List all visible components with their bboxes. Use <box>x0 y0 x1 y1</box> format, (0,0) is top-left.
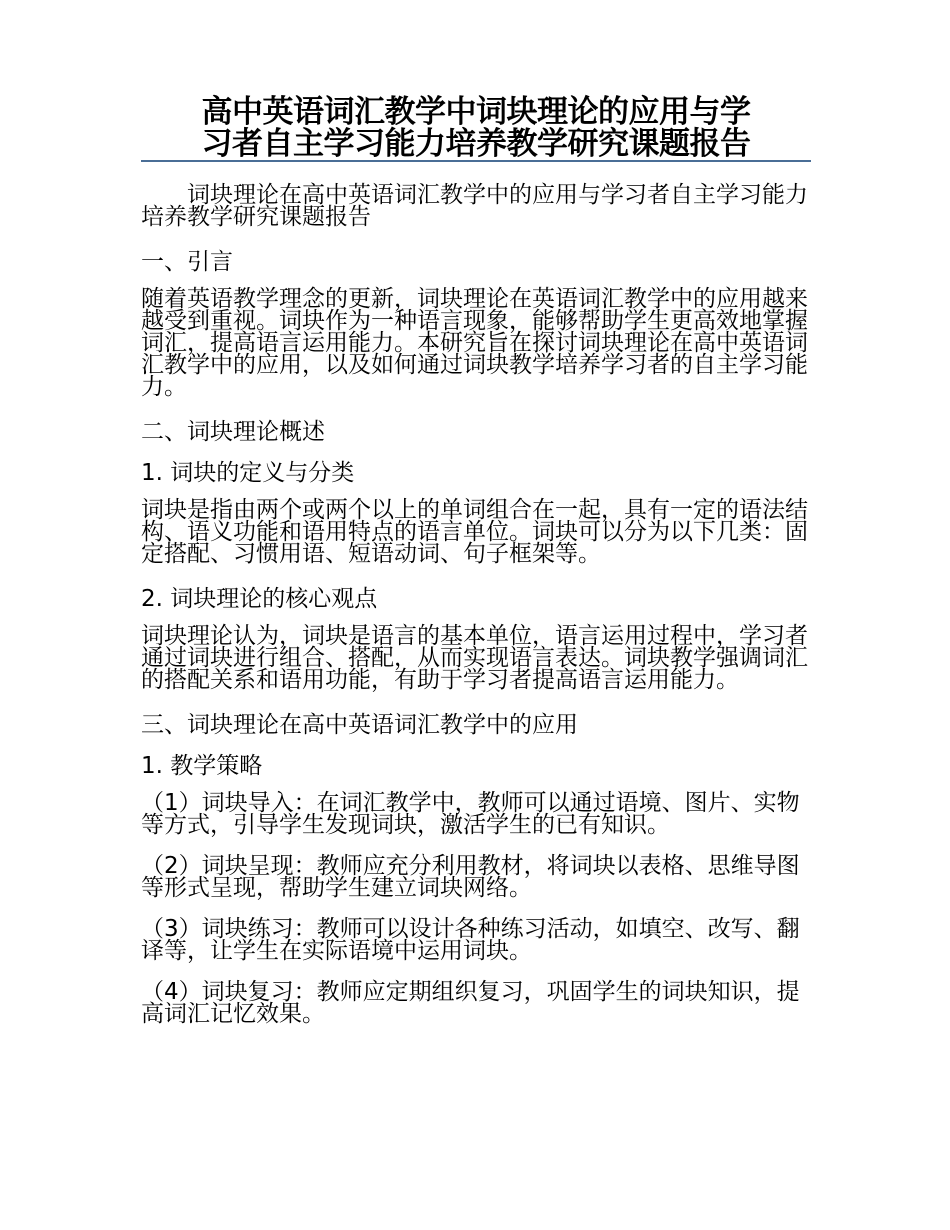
section-1-heading: 一、引言 <box>141 249 233 275</box>
strategy-item-1: （1）词块导入：在词汇教学中，教师可以通过语境、图片、实物等方式，引导学生发现词块，激活学生的已有知识。 <box>141 790 800 838</box>
title-line-1: 高中英语词汇教学中词块理论的应用与学 <box>201 94 751 130</box>
title-line-2: 习者自主学习能力培养教学研究课题报告 <box>201 126 751 162</box>
strategy-item-2: （2）词块呈现：教师应充分利用教材，将词块以表格、思维导图等形式呈现，帮助学生建立词块网络。 <box>141 853 800 901</box>
intro-paragraph: 词块理论在高中英语词汇教学中的应用与学习者自主学习能力培养教学研究课题报告 <box>141 182 808 230</box>
strategy-item-4: （4）词块复习：教师应定期组织复习，巩固学生的词块知识，提高词汇记忆效果。 <box>141 979 800 1027</box>
section-2-heading: 二、词块理论概述 <box>141 419 325 445</box>
section-3-heading: 三、词块理论在高中英语词汇教学中的应用 <box>141 712 578 738</box>
section-2-sub-2-body: 词块理论认为，词块是语言的基本单位，语言运用过程中，学习者通过词块进行组合、搭配，从而实现语言表达。词块教学强调词汇的搭配关系和语用功能，有助于学习者提高语言运用能力。 <box>141 623 808 693</box>
strategy-item-3: （3）词块练习：教师可以设计各种练习活动，如填空、改写、翻译等，让学生在实际语境中运用词块。 <box>141 916 800 964</box>
section-2-sub-1-heading: 1. 词块的定义与分类 <box>141 460 355 486</box>
section-2-sub-1-body: 词块是指由两个或两个以上的单词组合在一起，具有一定的语法结构、语义功能和语用特点的语言单位。词块可以分为以下几类：固定搭配、习惯用语、短语动词、句子框架等。 <box>141 497 808 567</box>
section-1-body: 随着英语教学理念的更新，词块理论在英语词汇教学中的应用越来越受到重视。词块作为一种语言现象，能够帮助学生更高效地掌握词汇，提高语言运用能力。本研究旨在探讨词块理论在高中英语词汇教学中的应用，以及如何通过词块教学培养学习者的自主学习能力。 <box>141 286 808 400</box>
document-title <box>141 96 811 162</box>
section-2-sub-2-heading: 2. 词块理论的核心观点 <box>141 586 378 612</box>
section-3-sub-1-heading: 1. 教学策略 <box>141 753 263 779</box>
document-page <box>141 96 811 1044</box>
